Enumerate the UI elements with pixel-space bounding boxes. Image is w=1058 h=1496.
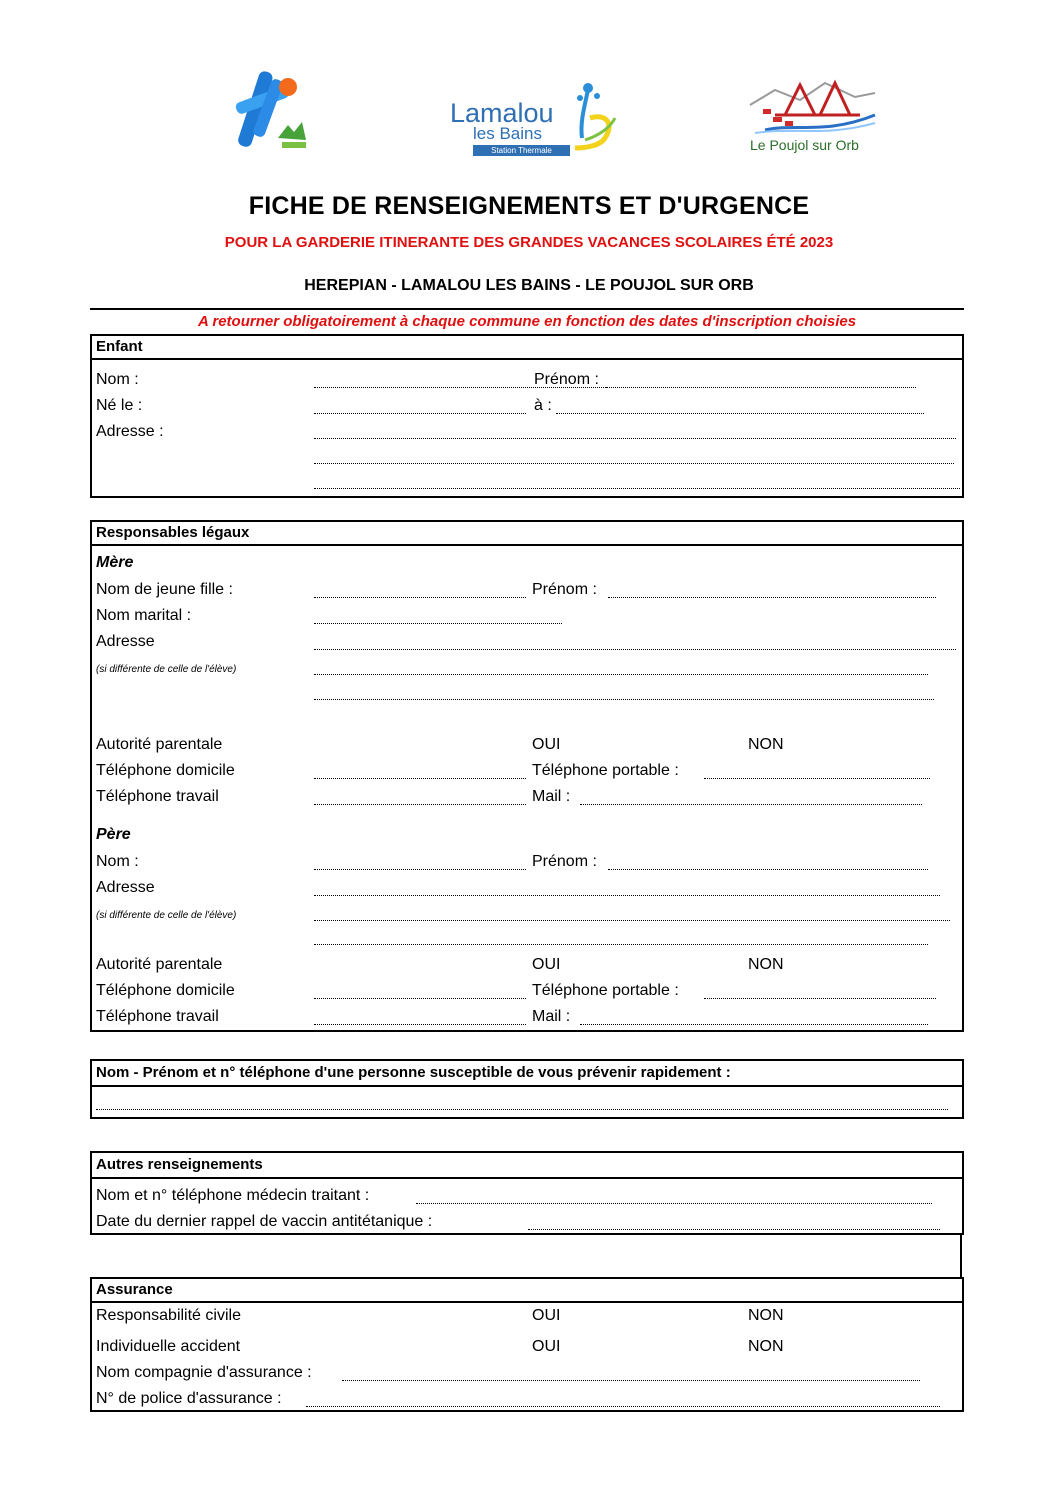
page-title: FICHE DE RENSEIGNEMENTS ET D'URGENCE	[248, 192, 810, 220]
field-adresse-3[interactable]	[314, 488, 960, 489]
label-tel-travail: Téléphone travail	[96, 1008, 219, 1025]
label-ia: Individuelle accident	[96, 1338, 241, 1355]
option-oui[interactable]: OUI	[532, 736, 561, 753]
field-pere-adresse-2[interactable]	[314, 920, 950, 921]
field-mere-tel-domicile[interactable]	[314, 778, 526, 779]
label-nom-jeune-fille: Nom de jeune fille :	[96, 581, 233, 598]
header-divider	[90, 308, 964, 310]
field-medecin[interactable]	[416, 1203, 932, 1204]
field-adresse-1[interactable]	[314, 438, 956, 439]
label-pere: Père	[96, 826, 131, 843]
label-compagnie: Nom compagnie d'assurance :	[96, 1364, 312, 1381]
label-adresse: Adresse	[96, 633, 155, 650]
poujol-logo	[740, 75, 890, 165]
field-mere-adresse-1[interactable]	[314, 649, 956, 650]
label-autorite: Autorité parentale	[96, 956, 223, 973]
section-responsables	[90, 520, 964, 1032]
communes-line: HEREPIAN - LAMALOU LES BAINS - LE POUJOL SUR ORB	[304, 277, 754, 294]
label-tel-portable: Téléphone portable :	[532, 762, 679, 779]
label-police: N° de police d'assurance :	[96, 1390, 282, 1407]
page-subtitle: POUR LA GARDERIE ITINERANTE DES GRANDES VACANCES SCOLAIRES ÉTÉ 2023	[224, 234, 834, 251]
section-heading: Enfant	[92, 336, 962, 360]
field-mere-nom-marital[interactable]	[314, 623, 562, 624]
label-nom: Nom :	[96, 371, 139, 388]
label-prenom: Prénom :	[534, 371, 599, 388]
field-vaccin[interactable]	[528, 1229, 940, 1230]
label-adresse: Adresse :	[96, 423, 164, 440]
field-adresse-2[interactable]	[314, 463, 954, 464]
label-rc: Responsabilité civile	[96, 1307, 241, 1324]
label-si-differente: (si différente de celle de l'élève)	[96, 664, 237, 675]
field-lieu[interactable]	[556, 413, 924, 414]
section-heading: Assurance	[92, 1279, 962, 1303]
field-personne-prevenir[interactable]	[96, 1109, 948, 1110]
herepian-logo	[230, 70, 310, 156]
field-police[interactable]	[306, 1406, 940, 1407]
label-prenom: Prénom :	[532, 853, 597, 870]
fountain-icon	[570, 78, 625, 156]
field-mere-mail[interactable]	[580, 804, 922, 805]
field-pere-tel-domicile[interactable]	[314, 998, 526, 999]
label-prenom: Prénom :	[532, 581, 597, 598]
field-pere-mail[interactable]	[580, 1024, 928, 1025]
lamalou-tag: Station Thermale	[473, 145, 570, 156]
option-non[interactable]: NON	[748, 1338, 784, 1355]
label-tel-domicile: Téléphone domicile	[96, 982, 235, 999]
field-compagnie[interactable]	[342, 1380, 920, 1381]
section-prevenir	[90, 1059, 964, 1119]
option-oui[interactable]: OUI	[532, 1338, 561, 1355]
field-pere-adresse-1[interactable]	[314, 895, 940, 896]
label-autorite: Autorité parentale	[96, 736, 223, 753]
label-mere: Mère	[96, 554, 134, 571]
field-pere-prenom[interactable]	[608, 869, 928, 870]
option-non[interactable]: NON	[748, 956, 784, 973]
section-heading: Nom - Prénom et n° téléphone d'une personne susceptible de vous prévenir rapidement :	[92, 1061, 962, 1087]
section-assurance	[90, 1277, 964, 1412]
option-oui[interactable]: OUI	[532, 1307, 561, 1324]
section-heading: Responsables légaux	[92, 522, 962, 546]
field-mere-tel-travail[interactable]	[314, 804, 526, 805]
field-pere-tel-travail[interactable]	[314, 1024, 526, 1025]
field-pere-nom[interactable]	[314, 869, 526, 870]
option-oui[interactable]: OUI	[532, 956, 561, 973]
field-mere-prenom[interactable]	[608, 597, 936, 598]
option-non[interactable]: NON	[748, 1307, 784, 1324]
poujol-wordmark: Le Poujol sur Orb	[750, 137, 859, 153]
section-autres	[90, 1151, 964, 1235]
option-non[interactable]: NON	[748, 736, 784, 753]
label-nom-marital: Nom marital :	[96, 607, 192, 624]
field-mere-adresse-3[interactable]	[314, 699, 934, 700]
lamalou-subtitle: les Bains	[473, 124, 542, 143]
label-medecin: Nom et n° téléphone médecin traitant :	[96, 1187, 370, 1204]
section-heading: Autres renseignements	[92, 1153, 962, 1179]
label-a: à :	[534, 397, 552, 414]
field-ne-le[interactable]	[314, 413, 526, 414]
label-nom: Nom :	[96, 853, 139, 870]
label-tel-domicile: Téléphone domicile	[96, 762, 235, 779]
field-prenom[interactable]	[606, 387, 916, 388]
label-si-differente: (si différente de celle de l'élève)	[96, 910, 237, 921]
right-border-segment	[960, 1233, 962, 1277]
field-pere-adresse-3[interactable]	[314, 944, 928, 945]
field-mere-adresse-2[interactable]	[314, 674, 928, 675]
field-mere-tel-portable[interactable]	[704, 778, 930, 779]
bridge-icon	[745, 75, 880, 137]
label-mail: Mail :	[532, 1008, 571, 1025]
label-adresse: Adresse	[96, 879, 155, 896]
logos-header	[0, 60, 1058, 170]
label-tel-portable: Téléphone portable :	[532, 982, 679, 999]
return-notice: A retourner obligatoirement à chaque commune en fonction des dates d'inscription choisies	[197, 313, 857, 330]
lamalou-logo	[445, 78, 625, 158]
label-ne-le: Né le :	[96, 397, 143, 414]
field-pere-tel-portable[interactable]	[704, 998, 936, 999]
section-enfant	[90, 334, 964, 498]
label-mail: Mail :	[532, 788, 571, 805]
label-vaccin: Date du dernier rappel de vaccin antitétanique :	[96, 1213, 433, 1230]
lamalou-wordmark: Lamalou	[450, 98, 554, 128]
field-mere-nom-jeune-fille[interactable]	[314, 597, 526, 598]
label-tel-travail: Téléphone travail	[96, 788, 219, 805]
